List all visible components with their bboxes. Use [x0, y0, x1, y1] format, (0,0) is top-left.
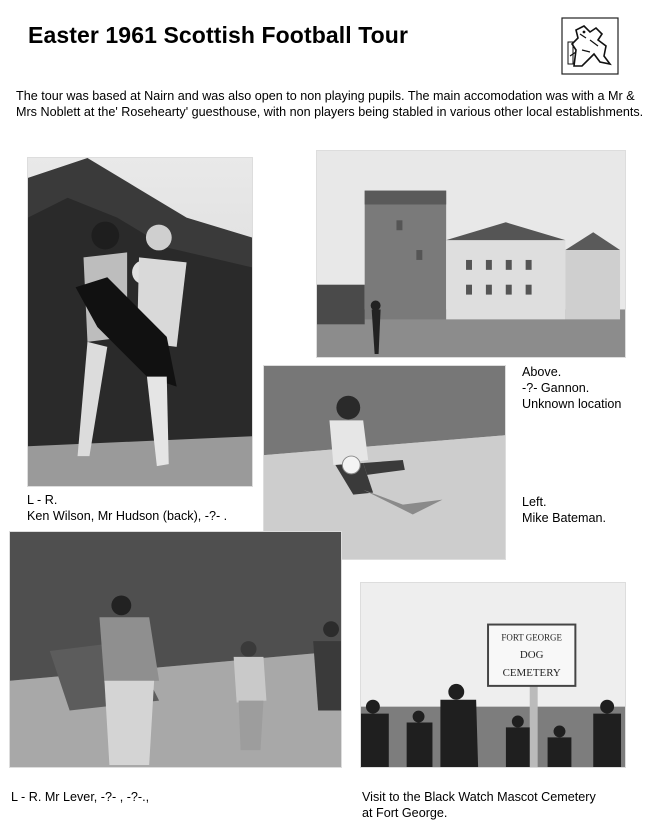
caption-cemetery	[362, 789, 596, 821]
sign-line-3: CEMETERY	[502, 667, 561, 679]
photo-cemetery	[360, 582, 626, 768]
caption-line: Mike Bateman.	[522, 511, 606, 525]
rampant-lion-crest-icon	[560, 16, 620, 76]
caption-castle	[522, 364, 621, 412]
caption-line: Visit to the Black Watch Mascot Cemetery	[362, 790, 596, 804]
caption-line: Unknown location	[522, 397, 622, 411]
caption-line: Above.	[522, 365, 562, 379]
page-title: Easter 1961 Scottish Football Tour	[28, 22, 409, 48]
caption-line: L - R. Mr Lever, -?- , -?-.,	[11, 790, 150, 804]
caption-line: Left.	[522, 495, 547, 509]
caption-line: -?- Gannon.	[522, 381, 590, 395]
photo-rocks-group	[27, 157, 253, 487]
intro-paragraph: The tour was based at Nairn and was also open to non playing pupils. The main accomodation was with a Mr & Mrs Noblett at the' Rosehearty' guesthouse, with non players being stabled in various other local establishments.	[16, 89, 644, 119]
caption-cliff	[11, 789, 149, 805]
caption-kick	[522, 494, 606, 526]
caption-rocks-group	[27, 492, 227, 524]
sign-line-1: FORT GEORGE	[501, 632, 562, 643]
caption-line: L - R.	[27, 493, 58, 507]
sign-line-2: DOG	[519, 649, 544, 662]
caption-line: at Fort George.	[362, 806, 448, 820]
photo-castle	[316, 150, 626, 358]
photo-cliff	[9, 531, 342, 768]
caption-line: Ken Wilson, Mr Hudson (back), -?- .	[27, 509, 228, 523]
